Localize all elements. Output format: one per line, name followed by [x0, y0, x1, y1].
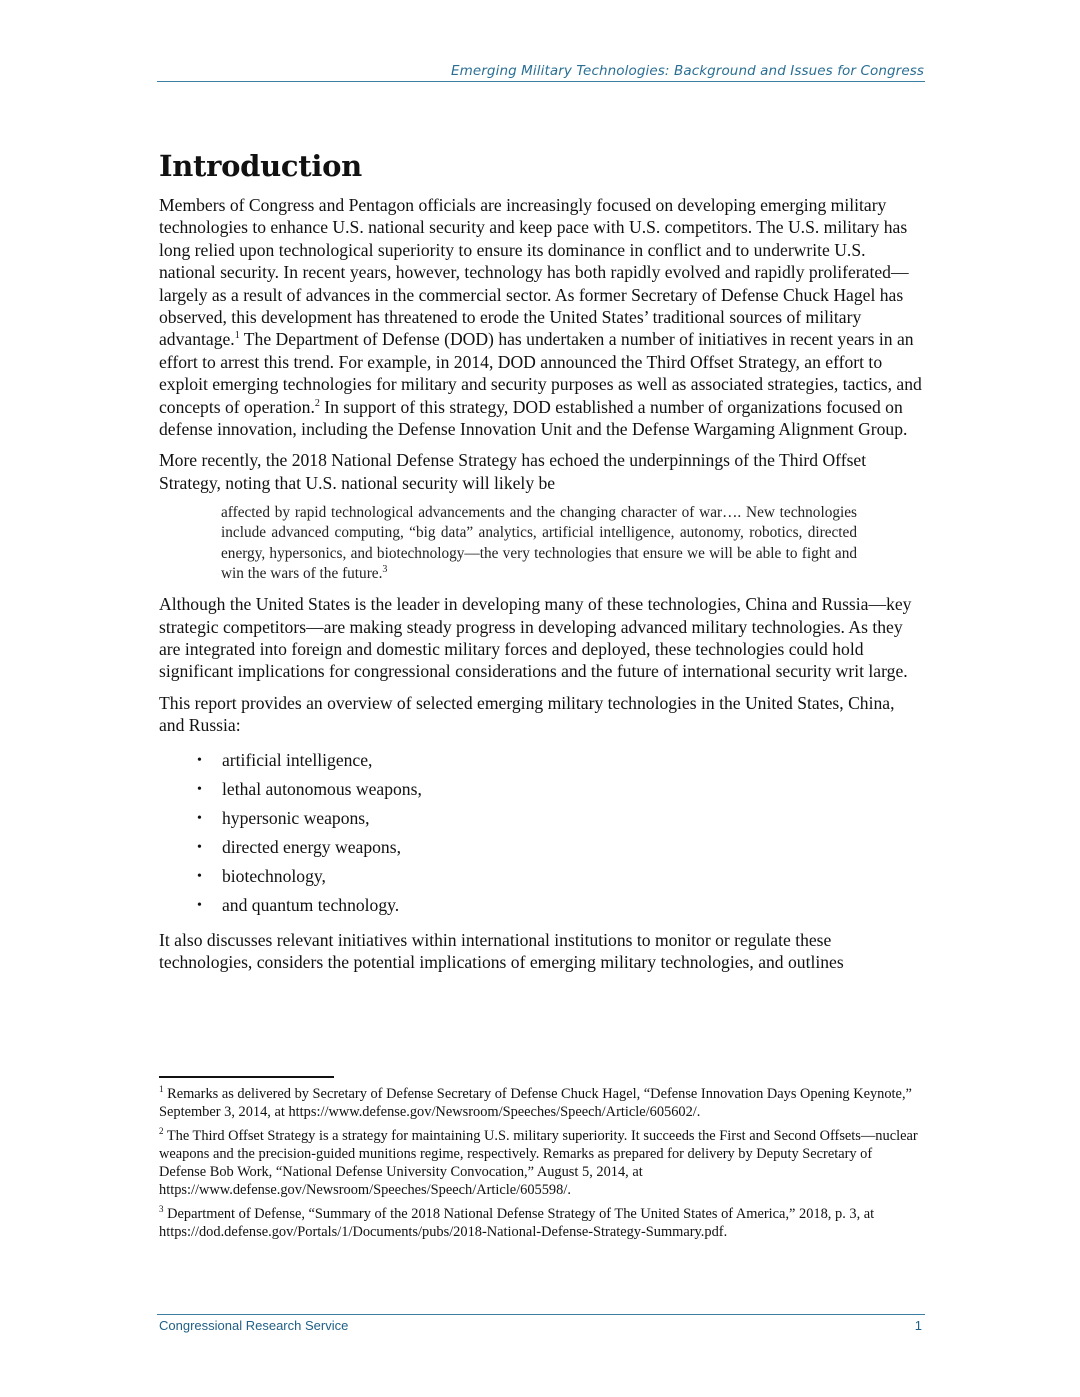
- intro-paragraph-2: More recently, the 2018 National Defense Strategy has echoed the underpinnings of the Third Offset Strategy, noting that U.S. national security will likely be: [159, 450, 867, 493]
- bullet-icon: •: [197, 810, 202, 826]
- paragraph-text: The Department of Defense (DOD) has undertaken a number of initiatives in recent years in an effort to arrest this trend. For example, in 2014, DOD announced the Third Offset Strategy, an effort to exploit emerging technologies for military and security purposes as well as associated strategies, tactics, and concepts of operation.: [159, 329, 922, 417]
- bullet-icon: •: [197, 868, 202, 884]
- quote-text: affected by rapid technological advancements and the changing character of war…. New technologies include advanced computing, “big data” analytics, artificial intelligence, autonomy, robotics, directed energy, hypersonics, and biotechnology—the very technologies that ensure we will be able to fight and win the wars of the future.: [221, 504, 857, 582]
- footnote-text: The Third Offset Strategy is a strategy for maintaining U.S. military superiority. It succeeds the First and Second Offsets—nuclear weapons and the precision-guided munitions regime, respectively. Remarks as prepared for delivery by Deputy Secretary of Defense Bob Work, “National Defense University Convocation,” August 5, 2014, at https://www.defense.gov/Newsroom/Speeches/Speech/Article/605598/.: [159, 1127, 918, 1199]
- list-item-text: artificial intelligence,: [222, 749, 373, 770]
- footnote-ref-2[interactable]: 2: [314, 397, 320, 409]
- footer-rule: [157, 1314, 925, 1315]
- running-header-title: Emerging Military Technologies: Background and Issues for Congress: [451, 63, 924, 79]
- intro-paragraph-1: [159, 194, 923, 440]
- footnote-text: Remarks as delivered by Secretary of Defense Secretary of Defense Chuck Hagel, “Defense Innovation Days Opening Keynote,” September 3, 2014, at https://www.defense.gov/Newsroom/Speeches/Speech/Article/605602/.: [159, 1086, 912, 1121]
- bullet-icon: •: [197, 839, 202, 855]
- list-item-text: directed energy weapons,: [222, 836, 401, 857]
- block-quote: [221, 503, 857, 584]
- section-title: Introduction: [159, 149, 362, 183]
- footnote-number: 1: [159, 1084, 164, 1095]
- footnote-separator: [159, 1076, 334, 1078]
- footer-organization: Congressional Research Service: [159, 1318, 349, 1333]
- paragraph-text: In support of this strategy, DOD established a number of organizations focused on defense innovation, including the Defense Innovation Unit and the Defense Wargaming Alignment Group.: [159, 396, 908, 440]
- footnote-number: 3: [159, 1203, 164, 1214]
- footnote-1: [159, 1085, 921, 1122]
- list-item: [159, 891, 923, 920]
- bullet-icon: •: [197, 897, 202, 913]
- bullet-icon: •: [197, 752, 202, 768]
- intro-paragraph-4: This report provides an overview of selected emerging military technologies in the United States, China, and Russia:: [159, 692, 895, 736]
- list-item-text: lethal autonomous weapons,: [222, 778, 422, 799]
- header-rule: [157, 81, 925, 82]
- list-item-text: hypersonic weapons,: [222, 807, 370, 828]
- page-number: 1: [914, 1318, 922, 1333]
- list-item-text: biotechnology,: [222, 865, 326, 886]
- footnote-2: [159, 1127, 921, 1200]
- intro-paragraph-3: Although the United States is the leader in developing many of these technologies, China and Russia—key strategic competitors—are making steady progress in developing advanced military technologies. As they are integrated into foreign and domestic military forces and deployed, these technologies could hold significant implications for congressional considerations and the future of international security writ large.: [159, 594, 912, 682]
- footnote-3: [159, 1205, 921, 1242]
- list-item: [159, 862, 923, 891]
- footnote-text: Department of Defense, “Summary of the 2018 National Defense Strategy of The United States of America,” 2018, p. 3, at https://dod.defense.gov/Portals/1/Documents/pubs/2018-National-Defense-Strategy-Summary.pdf.: [159, 1205, 875, 1241]
- paragraph-text: Members of Congress and Pentagon officials are increasingly focused on developing emerging military technologies to enhance U.S. national security and keep pace with U.S. competitors. The U.S. military has long relied upon technological superiority to ensure its dominance in conflict and to underwrite U.S. national security. In recent years, however, technology has both rapidly evolved and rapidly proliferated—largely as a result of advances in the commercial sector. As former Secretary of Defense Chuck Hagel has observed, this development has threatened to erode the United States’ traditional sources of military advantage.: [159, 195, 909, 350]
- list-item-text: and quantum technology.: [222, 894, 400, 915]
- list-item: [159, 804, 923, 833]
- technology-list: [159, 746, 923, 920]
- footnote-ref-3[interactable]: 3: [382, 563, 388, 575]
- list-item: [159, 775, 923, 804]
- footnote-ref-1[interactable]: 1: [234, 330, 240, 342]
- list-item: [159, 833, 923, 862]
- list-item: [159, 746, 923, 775]
- bullet-icon: •: [197, 781, 202, 797]
- footnote-number: 2: [159, 1125, 164, 1136]
- closing-paragraph: It also discusses relevant initiatives within international institutions to monitor or regulate these technologies, considers the potential implications of emerging military technologies, and outlines: [159, 929, 844, 972]
- footnotes: [159, 1085, 921, 1246]
- main-content: [159, 148, 923, 982]
